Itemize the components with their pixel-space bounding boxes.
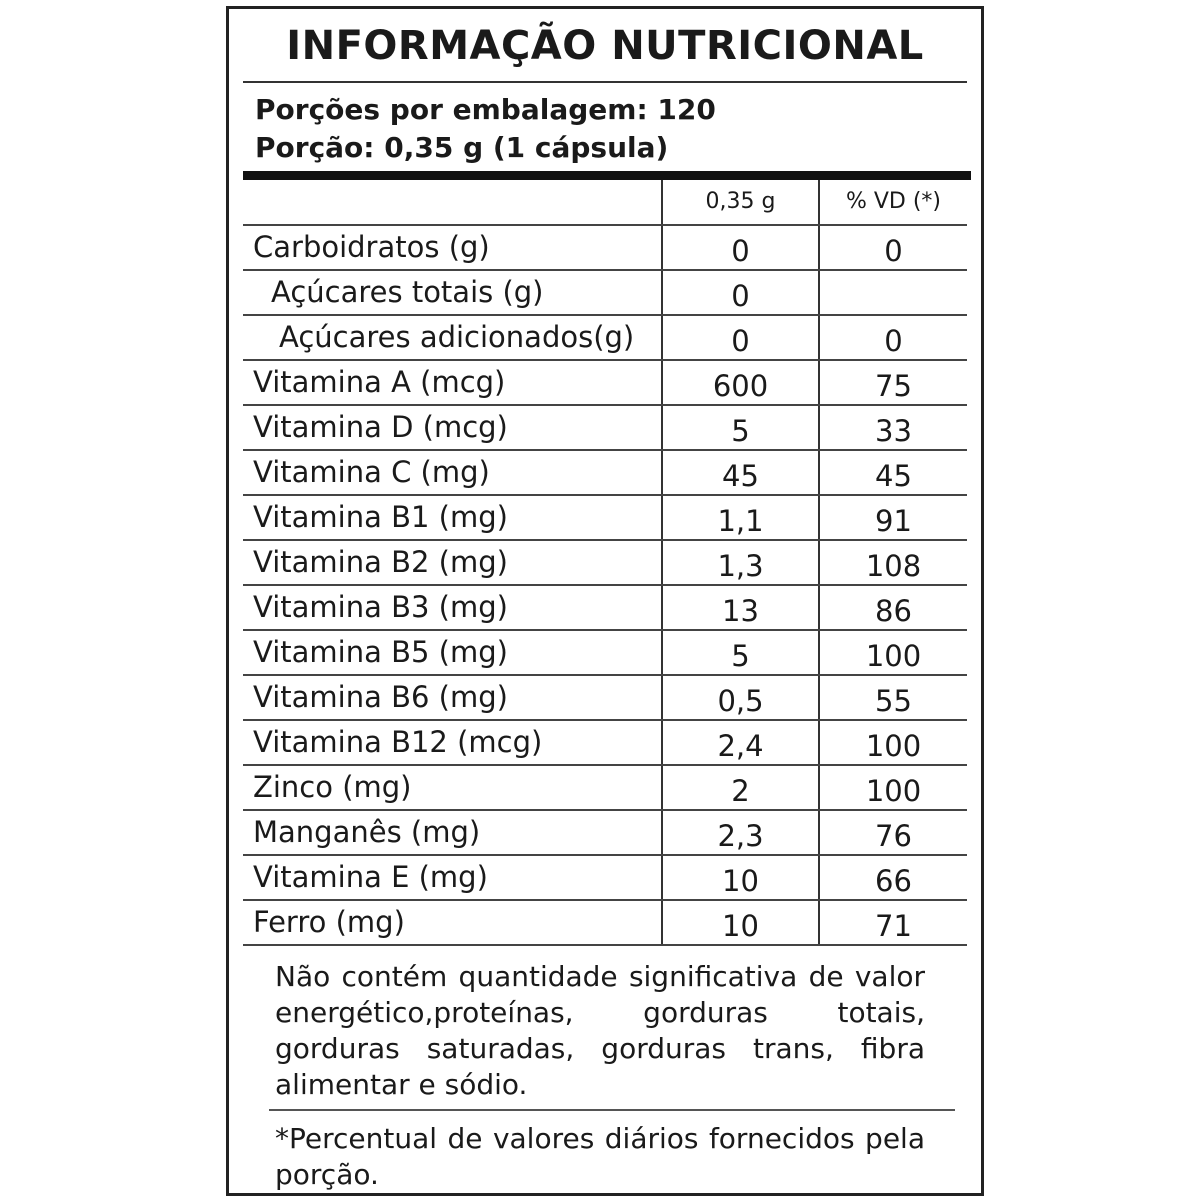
nutrient-vd: 71 <box>875 909 912 943</box>
table-row <box>243 496 967 541</box>
nutrient-vd: 86 <box>875 594 912 628</box>
nutrient-vd: 100 <box>865 639 922 673</box>
nutrient-vd: 66 <box>875 864 912 898</box>
nutrition-label <box>226 6 984 1196</box>
not-significant-note: Não contém quantidade significativa de valor energético,proteínas, gorduras totais, gorduras saturadas, gorduras trans, fibra alimentar e sódio. <box>275 960 925 1101</box>
nutrient-vd <box>820 271 967 314</box>
nutrient-qty: 2,3 <box>663 811 820 854</box>
table-header <box>243 180 967 226</box>
nutrient-name: Vitamina A (mcg) <box>243 361 663 404</box>
serving-size: Porção: 0,35 g (1 cápsula) <box>255 131 669 164</box>
nutrient-name: Manganês (mg) <box>243 811 663 854</box>
nutrition-table <box>243 180 967 946</box>
table-row <box>243 316 967 361</box>
table-row <box>243 271 967 316</box>
nutrient-name: Vitamina B5 (mg) <box>243 631 663 674</box>
nutrient-vd: 100 <box>865 729 922 763</box>
header-empty-cell <box>243 180 663 224</box>
nutrient-name: Vitamina B2 (mg) <box>243 541 663 584</box>
table-row <box>243 406 967 451</box>
table-row <box>243 451 967 496</box>
nutrient-name: Vitamina E (mg) <box>243 856 663 899</box>
nutrient-qty: 5 <box>663 406 820 449</box>
table-row <box>243 541 967 586</box>
nutrient-qty: 2 <box>663 766 820 809</box>
nutrient-qty: 600 <box>663 361 820 404</box>
nutrient-qty: 10 <box>663 901 820 944</box>
nutrient-qty: 0 <box>663 271 820 314</box>
table-row <box>243 721 967 766</box>
nutrient-qty: 45 <box>663 451 820 494</box>
nutrient-qty: 1,3 <box>663 541 820 584</box>
table-row <box>243 856 967 901</box>
nutrient-name: Zinco (mg) <box>243 766 663 809</box>
header-vd: % VD (*) <box>845 189 942 214</box>
nutrient-vd: 55 <box>875 684 912 718</box>
nutrient-name: Vitamina D (mcg) <box>243 406 663 449</box>
nutrient-name: Açúcares adicionados(g) <box>243 316 663 359</box>
nutrient-name: Vitamina C (mg) <box>243 451 663 494</box>
nutrient-name: Vitamina B12 (mcg) <box>243 721 663 764</box>
nutrient-vd: 33 <box>875 414 912 448</box>
table-row <box>243 586 967 631</box>
serving-info <box>255 91 716 167</box>
nutrient-qty: 13 <box>663 586 820 629</box>
servings-per-package: Porções por embalagem: 120 <box>255 93 716 126</box>
table-body <box>243 226 967 946</box>
nutrient-name: Carboidratos (g) <box>243 226 663 269</box>
nutrient-vd: 76 <box>875 819 912 853</box>
table-row <box>243 676 967 721</box>
percent-note: *Percentual de valores diários fornecidos pela porção. <box>275 1122 925 1191</box>
nutrient-vd: 0 <box>884 324 903 358</box>
nutrient-vd: 100 <box>865 774 922 808</box>
nutrient-name: Vitamina B6 (mg) <box>243 676 663 719</box>
nutrient-vd: 91 <box>875 504 912 538</box>
nutrient-name: Vitamina B1 (mg) <box>243 496 663 539</box>
nutrient-qty: 0 <box>663 316 820 359</box>
nutrient-name: Vitamina B3 (mg) <box>243 586 663 629</box>
header-qty: 0,35 g <box>663 180 820 224</box>
nutrient-vd: 45 <box>875 459 912 493</box>
nutrient-qty: 1,1 <box>663 496 820 539</box>
label-title: INFORMAÇÃO NUTRICIONAL <box>286 23 924 69</box>
divider <box>243 81 967 83</box>
table-row <box>243 766 967 811</box>
nutrient-vd: 108 <box>865 549 922 583</box>
nutrient-name: Ferro (mg) <box>243 901 663 944</box>
thick-divider <box>243 171 971 180</box>
nutrient-qty: 0 <box>663 226 820 269</box>
nutrient-vd: 0 <box>884 234 903 268</box>
table-row <box>243 226 967 271</box>
table-row <box>243 901 967 946</box>
nutrient-qty: 10 <box>663 856 820 899</box>
nutrient-vd: 75 <box>875 369 912 403</box>
nutrient-qty: 2,4 <box>663 721 820 764</box>
nutrient-qty: 5 <box>663 631 820 674</box>
table-row <box>243 811 967 856</box>
nutrient-qty: 0,5 <box>663 676 820 719</box>
table-row <box>243 631 967 676</box>
divider <box>269 1109 955 1111</box>
table-row <box>243 361 967 406</box>
nutrient-name: Açúcares totais (g) <box>243 271 663 314</box>
